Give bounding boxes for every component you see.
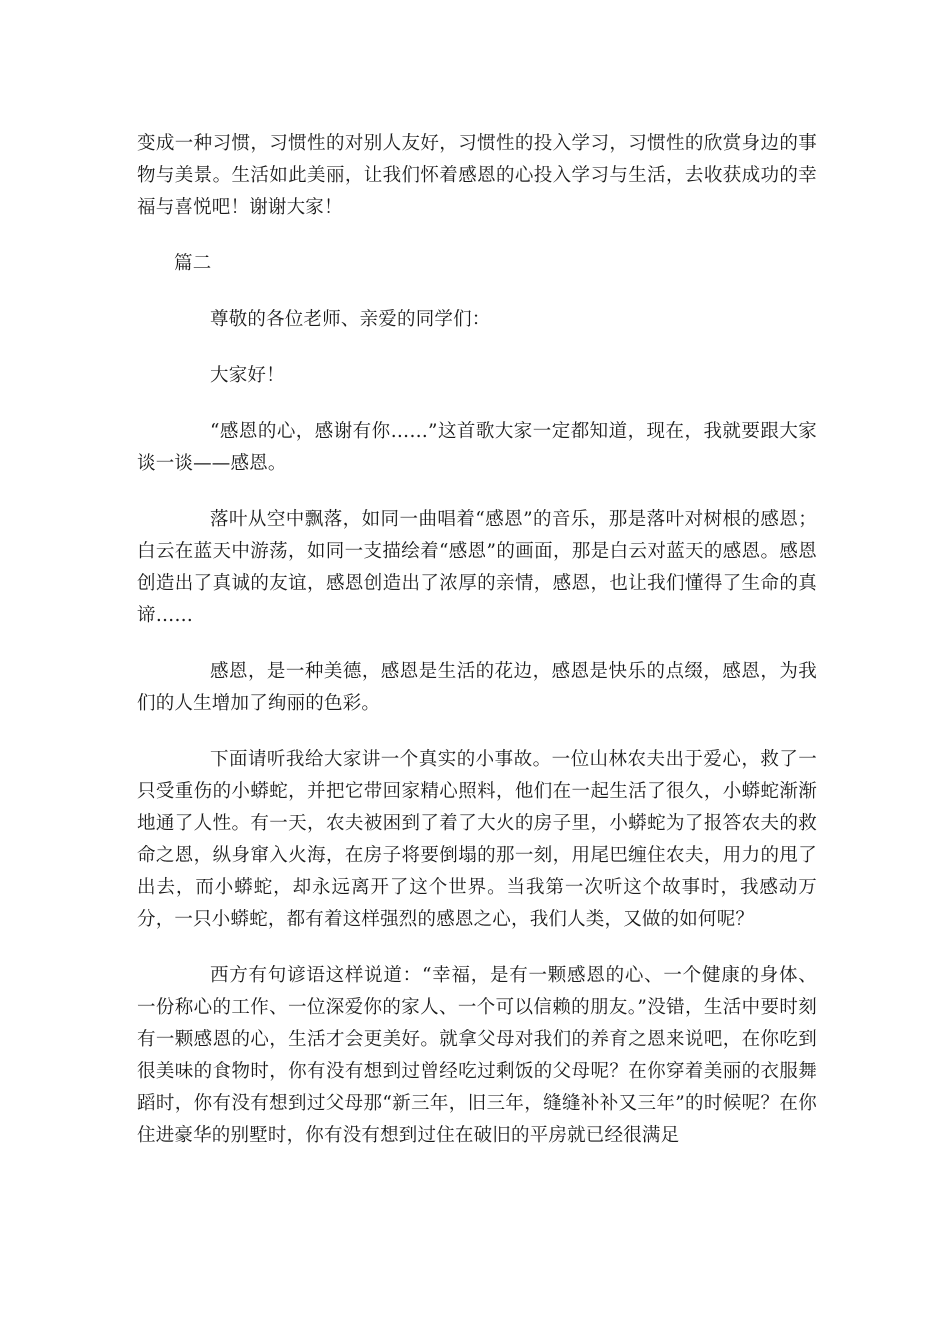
paragraph-continuation: 变成一种习惯，习惯性的对别人友好，习惯性的投入学习，习惯性的欣赏身边的事物与美景。生活如此美丽，让我们怀着感恩的心投入学习与生活，去收获成功的幸福与喜悦吧！谢谢大家！: [137, 133, 817, 218]
paragraph-virtue: 感恩，是一种美德，感恩是生活的花边，感恩是快乐的点缀，感恩，为我们的人生增加了绚丽的色彩。: [137, 661, 817, 714]
section-title: 篇二: [174, 253, 212, 274]
greeting: 大家好！: [210, 365, 285, 386]
paragraph-proverb: 西方有句谚语这样说道：“幸福，是有一颗感恩的心、一个健康的身体、一份称心的工作、一位深爱你的家人、一个可以信赖的朋友。”没错，生活中要时刻有一颗感恩的心，生活才会更美好。就拿父母对我们的养育之恩来说吧，在你吃到很美味的食物时，你有没有想到过曾经吃过剩饭的父母呢？在你穿着美丽的衣服舞蹈时，你有没有想到过父母那“新三年，旧三年，缝缝补补又三年”的时候呢？在你住进豪华的别墅时，你有没有想到过住在破旧的平房就已经很满足: [137, 965, 817, 1146]
document-body: [137, 128, 817, 1176]
paragraph-intro: “感恩的心，感谢有你……”这首歌大家一定都知道，现在，我就要跟大家谈一谈——感恩。: [137, 421, 817, 474]
paragraph-leaves: 落叶从空中飘落，如同一曲唱着“感恩”的音乐，那是落叶对树根的感恩；白云在蓝天中游荡，如同一支描绘着“感恩”的画面，那是白云对蓝天的感恩。感恩创造出了真诚的友谊，感恩创造出了浓厚的亲情，感恩，也让我们懂得了生命的真谛……: [137, 509, 817, 626]
paragraph-story: 下面请听我给大家讲一个真实的小事故。一位山林农夫出于爱心，救了一只受重伤的小蟒蛇，并把它带回家精心照料，他们在一起生活了很久，小蟒蛇渐渐地通了人性。有一天，农夫被困到了着了大火的房子里，小蟒蛇为了报答农夫的救命之恩，纵身窜入火海，在房子将要倒塌的那一刻，用尾巴缠住农夫，用力的甩了出去，而小蟒蛇，却永远离开了这个世界。当我第一次听这个故事时，我感动万分，一只小蟒蛇，都有着这样强烈的感恩之心，我们人类，又做的如何呢？: [137, 749, 817, 930]
salutation: 尊敬的各位老师、亲爱的同学们：: [210, 309, 491, 330]
